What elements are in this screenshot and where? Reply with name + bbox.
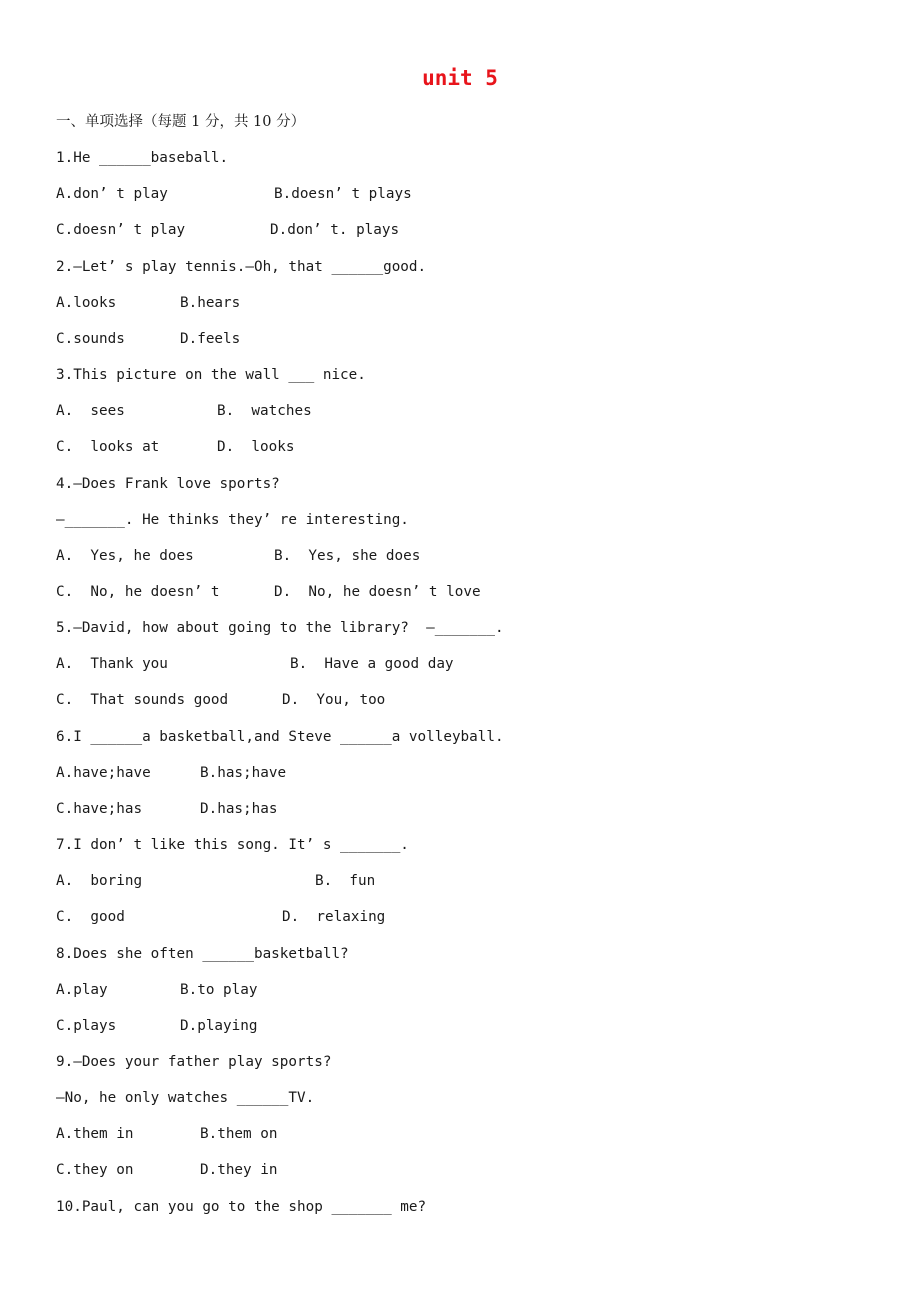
q4-option-a: A. Yes, he does [56,548,194,564]
q5-option-b: B. Have a good day [290,656,454,672]
q9-option-b: B.them on [200,1126,278,1142]
document-title: unit 5 [422,66,498,90]
q7-option-a: A. boring [56,873,143,889]
q9-option-d: D.they in [200,1162,278,1178]
q8-option-b: B.to play [180,982,258,998]
q2-option-a: A.looks [56,295,117,311]
question-9-stem: 9.—Does your father play sports? [56,1054,332,1070]
question-10-stem: 10.Paul, can you go to the shop _______ me? [56,1199,427,1215]
q2-option-b: B.hears [180,295,241,311]
question-5-stem: 5.—David, how about going to the library? —_______. [56,620,504,636]
question-8-stem: 8.Does she often ______basketball? [56,946,349,962]
q5-option-d: D. You, too [282,692,386,708]
q4-option-c: C. No, he doesn’ t [56,584,220,600]
q5-option-a: A. Thank you [56,656,168,672]
question-3-stem: 3.This picture on the wall ___ nice. [56,367,366,383]
q3-option-d: D. looks [217,439,295,455]
q8-option-c: C.plays [56,1018,117,1034]
q9-option-a: A.them in [56,1126,134,1142]
q8-option-d: D.playing [180,1018,258,1034]
q6-option-b: B.has;have [200,765,287,781]
q6-option-c: C.have;has [56,801,143,817]
question-4-stem-line2: —_______. He thinks they’ re interesting. [56,512,409,528]
q4-option-d: D. No, he doesn’ t love [274,584,481,600]
q7-option-c: C. good [56,909,125,925]
q4-option-b: B. Yes, she does [274,548,421,564]
q2-option-c: C.sounds [56,331,125,347]
q7-option-d: D. relaxing [282,909,386,925]
question-1-stem: 1.He ______baseball. [56,150,229,166]
q3-option-b: B. watches [217,403,312,419]
q1-option-c: C.doesn’ t play [56,222,186,238]
question-4-stem: 4.—Does Frank love sports? [56,476,280,492]
q1-option-b: B.doesn’ t plays [274,186,412,202]
section-heading: 一、单项选择（每题 1 分，共 10 分） [56,114,306,130]
question-9-stem-line2: —No, he only watches ______TV. [56,1090,315,1106]
question-2-stem: 2.—Let’ s play tennis.—Oh, that ______good. [56,259,427,275]
q6-option-d: D.has;has [200,801,278,817]
q6-option-a: A.have;have [56,765,151,781]
q3-option-a: A. sees [56,403,125,419]
q5-option-c: C. That sounds good [56,692,229,708]
q9-option-c: C.they on [56,1162,134,1178]
q2-option-d: D.feels [180,331,241,347]
q7-option-b: B. fun [315,873,376,889]
q3-option-c: C. looks at [56,439,160,455]
q8-option-a: A.play [56,982,108,998]
q1-option-d: D.don’ t. plays [270,222,400,238]
question-6-stem: 6.I ______a basketball,and Steve ______a volleyball. [56,729,504,745]
q1-option-a: A.don’ t play [56,186,168,202]
question-7-stem: 7.I don’ t like this song. It’ s _______. [56,837,409,853]
